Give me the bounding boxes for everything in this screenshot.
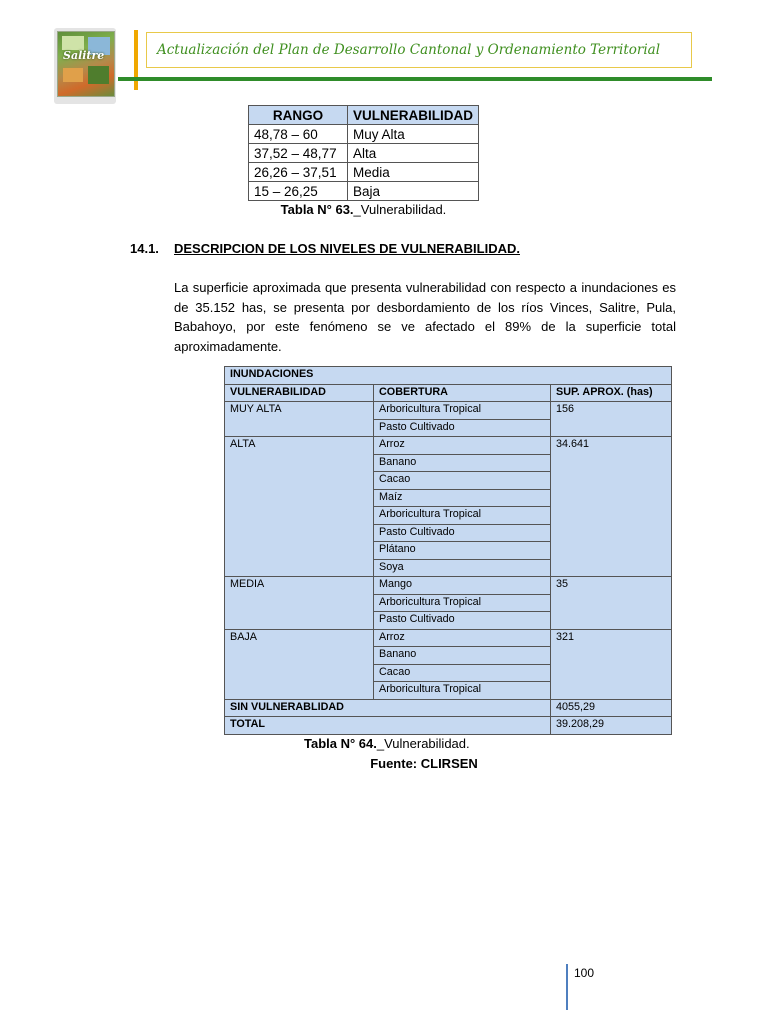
body-paragraph: La superficie aproximada que presenta vulnerabilidad con respecto a inundaciones es de 35.152 has, se presenta por desbordamiento de los ríos Vinces, Salitre, Pula, Babahoyo, por este fenómeno se ve afectado el 89% de la superficie total aproximadamente. (174, 280, 676, 354)
coverage-cell: Mango (374, 577, 551, 595)
header-divider (118, 77, 712, 81)
vulnerability-level-cell: MEDIA (225, 577, 374, 630)
page-number-bar (566, 964, 568, 1010)
range-cell: 26,26 – 37,51 (249, 163, 348, 182)
section-title: DESCRIPCION DE LOS NIVELES DE VULNERABILIDAD. (174, 241, 520, 256)
caption-text: _Vulnerabilidad. (376, 736, 470, 751)
coverage-cell: Arboricultura Tropical (374, 402, 551, 420)
coverage-cell: Maíz (374, 489, 551, 507)
coverage-cell: Plátano (374, 542, 551, 560)
table-caption (248, 202, 479, 217)
column-header: VULNERABILIDAD (225, 384, 374, 402)
table-row (225, 402, 672, 420)
logo-photo-pane (88, 66, 109, 84)
column-header: VULNERABILIDAD (348, 106, 479, 125)
area-cell: 35 (551, 577, 672, 630)
coverage-cell: Soya (374, 559, 551, 577)
range-cell: 15 – 26,25 (249, 182, 348, 201)
document-title: Actualización del Plan de Desarrollo Cantonal y Ordenamiento Territorial (157, 42, 661, 58)
caption-label: Tabla N° 64. (304, 736, 377, 751)
header-title-box (146, 32, 692, 68)
sin-vulnerabilidad-label: SIN VULNERABLIDAD (225, 699, 551, 717)
area-cell: 156 (551, 402, 672, 437)
table-header-row (249, 106, 479, 125)
table-source: Fuente: CLIRSEN (370, 756, 478, 771)
section-number: 14.1. (130, 241, 159, 256)
vulnerability-cell: Alta (348, 144, 479, 163)
table-row (249, 163, 479, 182)
table-row (249, 182, 479, 201)
table-row (249, 144, 479, 163)
sin-vulnerabilidad-value: 4055,29 (551, 699, 672, 717)
caption-label: Tabla N° 63. (280, 202, 354, 217)
salitre-logo (57, 31, 115, 97)
area-cell: 34.641 (551, 437, 672, 577)
vulnerability-cell: Media (348, 163, 479, 182)
total-label: TOTAL (225, 717, 551, 735)
header-accent-bar (134, 30, 138, 90)
coverage-cell: Arboricultura Tropical (374, 507, 551, 525)
coverage-cell: Arboricultura Tropical (374, 594, 551, 612)
page-number: 100 (574, 966, 595, 980)
coverage-cell: Arroz (374, 629, 551, 647)
total-row (225, 717, 672, 735)
table-title-row (225, 367, 672, 385)
coverage-cell: Pasto Cultivado (374, 524, 551, 542)
logo-photo-pane (62, 36, 84, 50)
table-row (225, 577, 672, 595)
table-row (249, 125, 479, 144)
range-vulnerability-table (248, 105, 479, 201)
summary-row (225, 699, 672, 717)
coverage-cell: Banano (374, 647, 551, 665)
logo-photo-pane (63, 68, 83, 82)
area-cell: 321 (551, 629, 672, 699)
vulnerability-level-cell: ALTA (225, 437, 374, 577)
coverage-cell: Arroz (374, 437, 551, 455)
range-cell: 48,78 – 60 (249, 125, 348, 144)
logo-text: Salitre (63, 49, 105, 62)
table-header-row (225, 384, 672, 402)
column-header: RANGO (249, 106, 348, 125)
coverage-cell: Pasto Cultivado (374, 612, 551, 630)
coverage-cell: Cacao (374, 472, 551, 490)
coverage-cell: Banano (374, 454, 551, 472)
vulnerability-cell: Muy Alta (348, 125, 479, 144)
coverage-cell: Pasto Cultivado (374, 419, 551, 437)
vulnerability-cell: Baja (348, 182, 479, 201)
column-header: SUP. APROX. (has) (551, 384, 672, 402)
table-caption (224, 736, 672, 751)
vulnerability-level-cell: MUY ALTA (225, 402, 374, 437)
caption-text: _Vulnerabilidad. (353, 202, 447, 217)
total-value: 39.208,29 (551, 717, 672, 735)
vulnerability-level-cell: BAJA (225, 629, 374, 699)
table-title: INUNDACIONES (225, 367, 672, 385)
table-row (225, 437, 672, 455)
coverage-cell: Arboricultura Tropical (374, 682, 551, 700)
table-row (225, 629, 672, 647)
column-header: COBERTURA (374, 384, 551, 402)
range-cell: 37,52 – 48,77 (249, 144, 348, 163)
flood-vulnerability-table (224, 366, 672, 735)
coverage-cell: Cacao (374, 664, 551, 682)
